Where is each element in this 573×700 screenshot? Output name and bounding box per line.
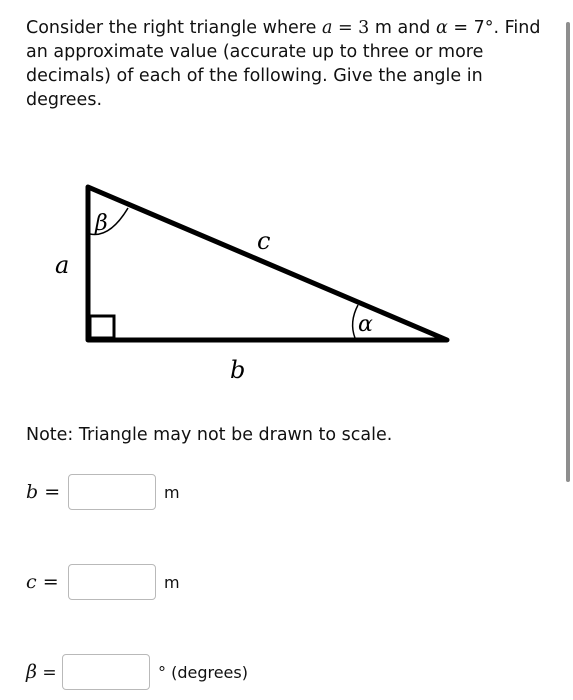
c-input[interactable] — [68, 564, 156, 600]
triangle-shape — [88, 187, 447, 340]
unit-c: m — [164, 572, 180, 592]
answer-row-b — [26, 472, 180, 512]
problem-text-3: = 7°. Find an approximate value (accurate up to three or more decimals) of each of the following. Give the angle in degrees. — [26, 18, 541, 110]
var-a: a — [321, 18, 333, 38]
answer-row-beta — [26, 652, 248, 692]
var-alpha: α — [435, 18, 448, 38]
answer-label-beta: β = — [26, 661, 57, 683]
b-input[interactable] — [68, 474, 156, 510]
problem-text-2: m and — [369, 18, 436, 38]
problem-text-1: Consider the right triangle where — [26, 18, 322, 38]
a-value: = 3 — [332, 18, 370, 38]
unit-b: m — [164, 482, 180, 502]
label-beta: β — [95, 211, 108, 236]
label-a: a — [55, 251, 70, 279]
answer-label-c: c = — [26, 571, 59, 593]
answer-label-b: b = — [26, 481, 61, 503]
unit-beta: ° (degrees) — [158, 662, 248, 682]
answer-row-c — [26, 562, 180, 602]
scrollbar[interactable] — [566, 22, 570, 482]
label-c: c — [257, 227, 271, 255]
right-angle-marker — [90, 316, 114, 338]
label-b: b — [230, 356, 246, 384]
beta-input[interactable] — [62, 654, 150, 690]
scale-note: Note: Triangle may not be drawn to scale. — [26, 425, 393, 445]
label-alpha: α — [358, 312, 373, 337]
